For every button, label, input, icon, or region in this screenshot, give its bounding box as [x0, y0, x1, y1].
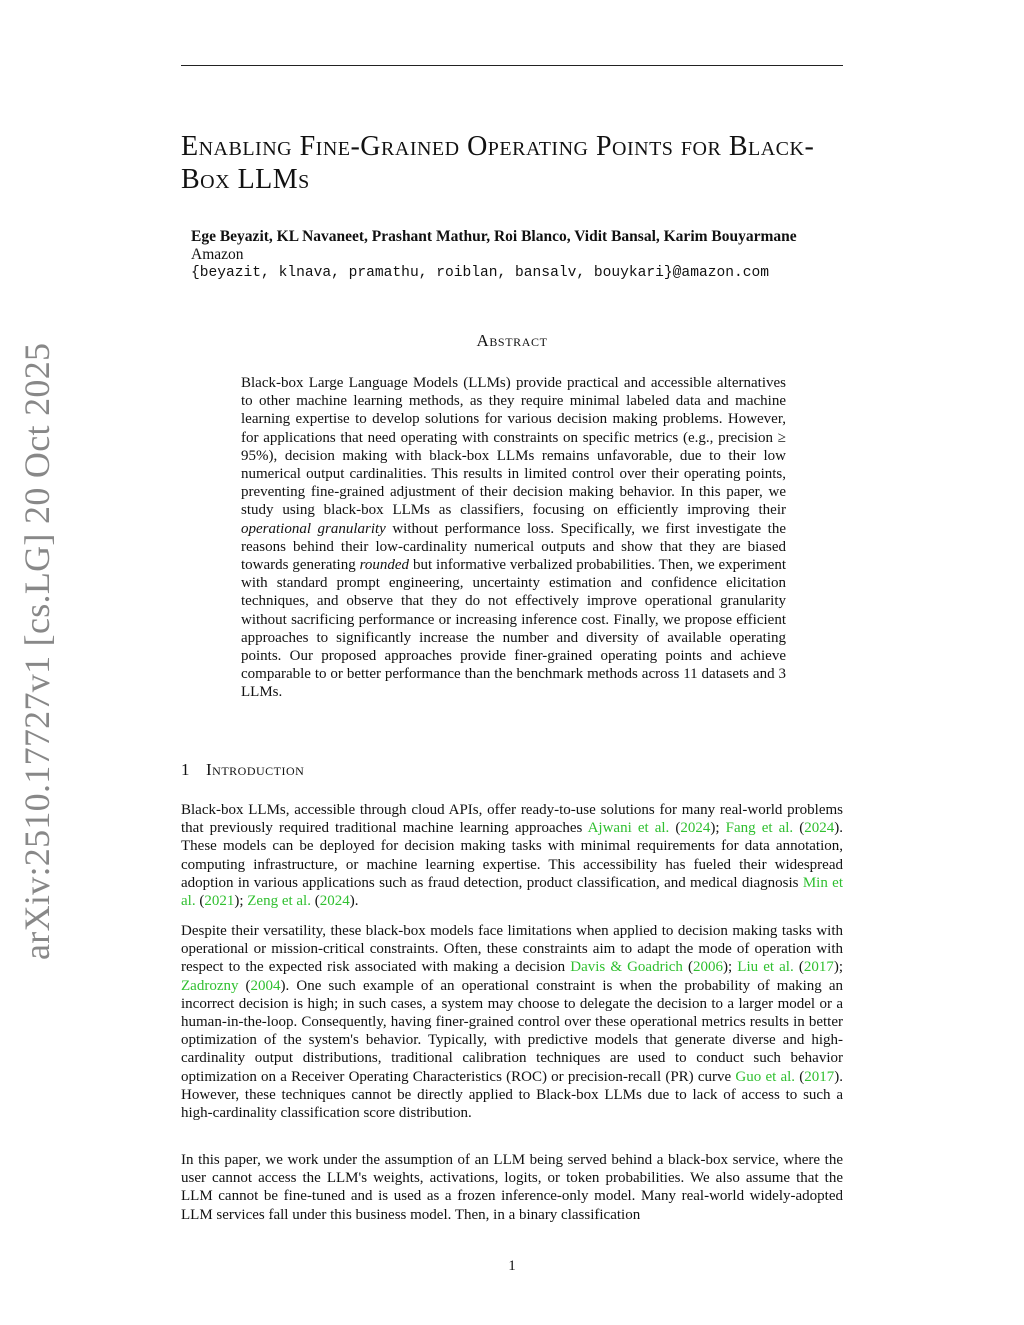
citation-year-link[interactable]: 2024 — [804, 820, 835, 837]
citation-year-link[interactable]: 2024 — [680, 820, 711, 837]
section-number: 1 — [181, 760, 190, 779]
section-title: Introduction — [206, 760, 305, 779]
page-number: 1 — [508, 1258, 516, 1274]
citation-link[interactable]: Fang et al. — [725, 820, 794, 837]
citation-year-link[interactable]: 2024 — [319, 893, 350, 910]
citation-year-link[interactable]: 2021 — [204, 893, 235, 910]
citation-year-link[interactable]: 2017 — [804, 1068, 835, 1085]
paper-title: Enabling Fine-Grained Operating Points for Black-Box LLMs — [181, 131, 815, 195]
arxiv-stamp: arXiv:2510.17727v1 [cs.LG] 20 Oct 2025 — [17, 342, 57, 960]
citation-link[interactable]: Guo et al. — [735, 1068, 796, 1085]
emphasis-rounded: rounded — [359, 557, 410, 574]
intro-paragraph-2: Despite their versatility, these black-box models face limitations when applied to decision making tasks with operational or mission-critical constraints. Often, these constraints aim to adapt the mode of operation with respect to the expected risk associated with making a decision Davis & Goadrich (2006); Liu et al. (2017); Zadrozny (2004). One such example of an operational constraint is when the probability of making an incorrect decision is high; in such cases, a system may choose to delegate the decision to a larger model or a human-in-the-loop. Consequently, having finer-grained control over these operational metrics results in better optimization of the system's behavior. Typically, with predictive models that generate diverse and high-cardinality output distributions, traditional calibration techniques are used to conduct such behavior optimization on a Receiver Operating Characteristics (ROC) or precision-recall (PR) curve Guo et al. (2017). However, these techniques cannot be directly applied to Black-box LLMs due to lack of access to such a high-cardinality classification score distribution. — [181, 923, 844, 1122]
citation-year-link[interactable]: 2004 — [250, 977, 281, 994]
citation-year-link[interactable]: 2006 — [693, 959, 724, 976]
citation-link[interactable]: Zadrozny — [181, 977, 239, 994]
citation-link[interactable]: Zeng et al. — [247, 893, 311, 910]
intro-paragraph-3: In this paper, we work under the assumption of an LLM being served behind a black-box service, where the user cannot access the LLM's weights, activations, logits, or token probabilities. We also assume that the LLM cannot be fine-tuned and is used as a frozen inference-only model. Many real-world widely-adopted LLM services fall under this business model. Then, in a binary classification — [181, 1152, 843, 1223]
affiliation: Amazon — [191, 246, 244, 263]
emphasis-operational-granularity: operational granularity — [241, 520, 386, 537]
citation-link[interactable]: Ajwani et al. — [587, 820, 670, 837]
header-rule — [181, 65, 843, 66]
abstract-heading: Abstract — [476, 331, 548, 350]
citation-link[interactable]: Min et al. — [181, 874, 843, 910]
abstract-body: Black-box Large Language Models (LLMs) provide practical and accessible alternatives to other machine learning methods, as they require minimal labeled data and machine learning expertise to develop solutions for various decision making problems. However, for applications that need operating with constraints on specific metrics (e.g., precision ≥ 95%), decision making with black-box LLMs remains unfavorable, due to their low numerical output cardinalities. This results in limited control over their operating points, preventing fine-grained adjustment of their decision making behavior. In this paper, we study using black-box LLMs as classifiers, focusing on efficiently improving their operational granularity without performance loss. Specifically, we first investigate the reasons behind their low-cardinality numerical outputs and show that they are biased towards generating rounded but informative verbalized probabilities. Then, we experiment with standard prompt engineering, uncertainty estimation and confidence elicitation techniques, and observe that they do not effectively improve operational granularity without sacrificing performance or increasing inference cost. Finally, we propose efficient approaches to significantly increase the number and diversity of available operating points. Our proposed approaches provide finer-grained operating points and achieve comparable to or better performance than the benchmark methods across 11 datasets and 3 LLMs. — [241, 375, 786, 701]
section-heading-introduction — [181, 760, 304, 780]
intro-paragraph-1: Black-box LLMs, accessible through cloud APIs, offer ready-to-use solutions for many real-world problems that previously required traditional machine learning approaches Ajwani et al. (2024); Fang et al. (2024). These models can be deployed for decision making tasks with minimal requirements for data annotation, computing infrastructure, or machine learning expertise. This accessibility has fueled their widespread adoption in various applications such as fraud detection, product classification, and medical diagnosis Min et al. (2021); Zeng et al. (2024). — [181, 802, 844, 910]
citation-year-link[interactable]: 2017 — [803, 959, 834, 976]
citation-link[interactable]: Davis & Goadrich — [570, 959, 683, 976]
author-list: Ege Beyazit, KL Navaneet, Prashant Mathur, Roi Blanco, Vidit Bansal, Karim Bouyarmane — [191, 228, 797, 245]
citation-link[interactable]: Liu et al. — [737, 959, 794, 976]
author-emails: {beyazit, klnava, pramathu, roiblan, bansalv, bouykari}@amazon.com — [191, 265, 770, 281]
